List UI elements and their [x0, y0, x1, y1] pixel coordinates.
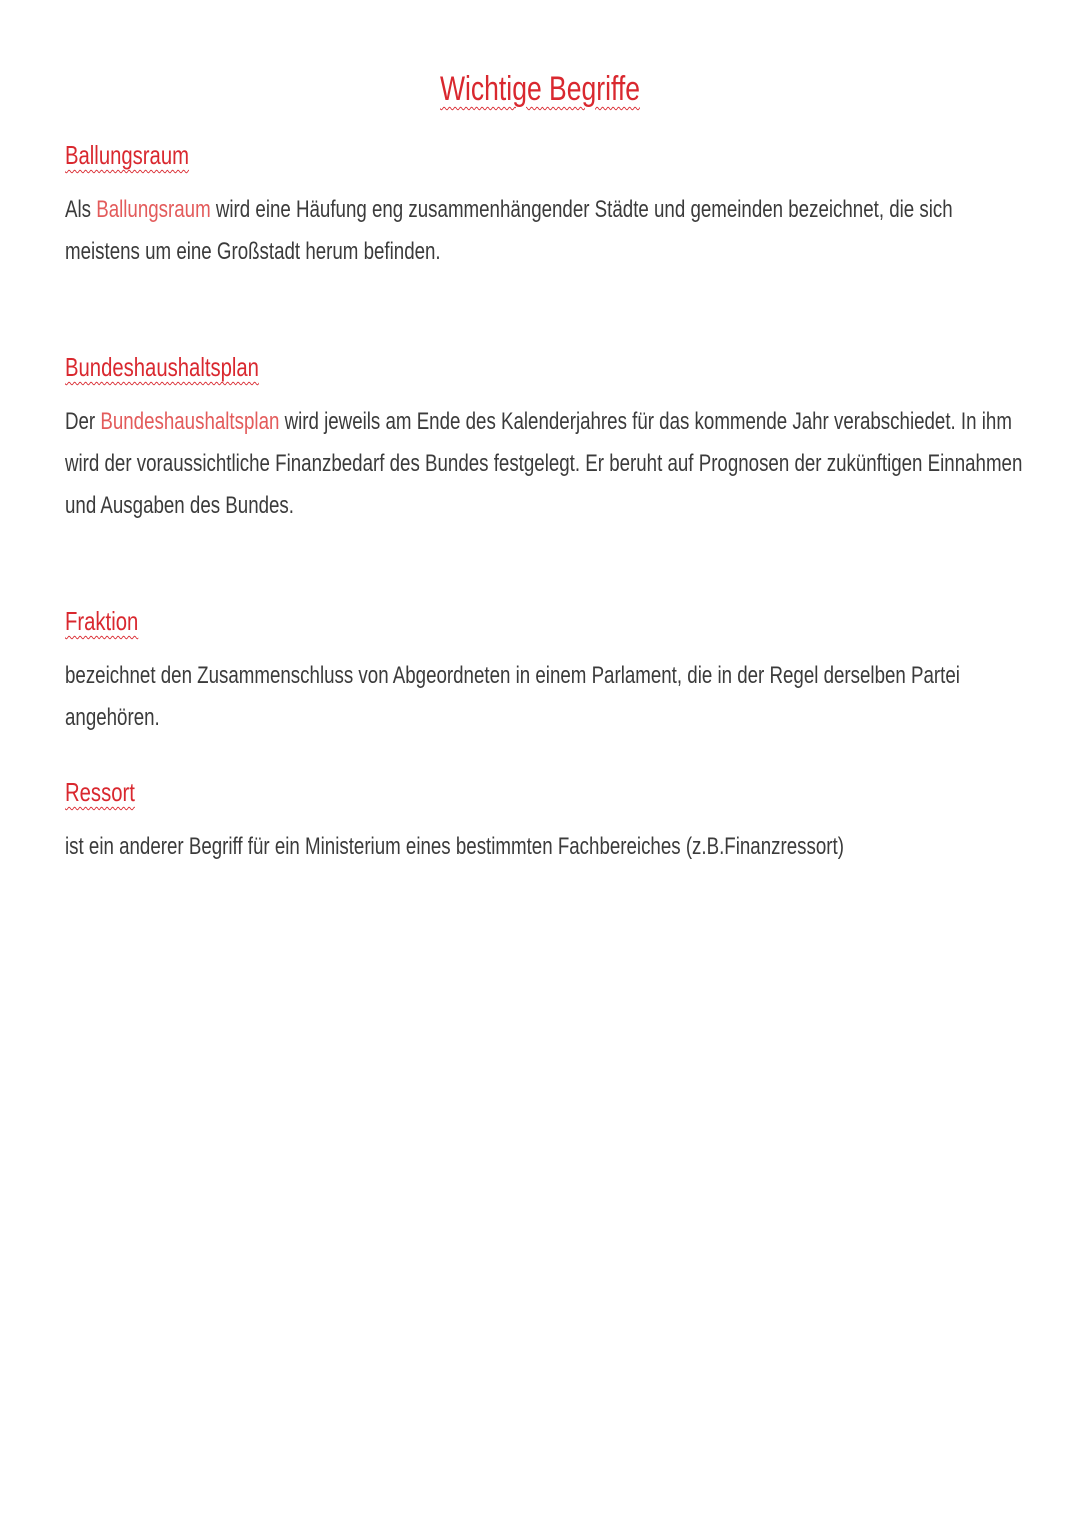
- term-definition: ist ein anderer Begriff für ein Ministerium eines bestimmten Fachbereiches (z.B.Finanzressort): [65, 833, 844, 860]
- entry-ballungsraum: [65, 140, 1025, 273]
- term-highlight: Bundeshaushaltsplan: [100, 408, 280, 435]
- term-heading: Ballungsraum: [65, 140, 190, 170]
- term-definition: bezeichnet den Zusammenschluss von Abgeordneten in einem Parlament, die in der Regel derselben Partei angehören.: [65, 662, 960, 731]
- term-definition: Der Bundeshaushaltsplan wird jeweils am Ende des Kalenderjahres für das kommende Jahr verabschiedet. In ihm wird der voraussichtliche Finanzbedarf des Bundes festgelegt. Er beruht auf Prognosen der zukünftigen Einnahmen und Ausgaben des Bundes.: [65, 408, 1023, 519]
- term-heading: Fraktion: [65, 606, 139, 636]
- entry-fraktion: [65, 606, 1025, 739]
- entry-bundeshaushaltsplan: [65, 352, 1025, 527]
- term-heading: Bundeshaushaltsplan: [65, 352, 259, 382]
- page-title: Wichtige Begriffe: [440, 70, 640, 108]
- term-highlight: Ballungsraum: [96, 196, 211, 223]
- term-definition: Als Ballungsraum wird eine Häufung eng zusammenhängender Städte und gemeinden bezeichnet, die sich meistens um eine Großstadt herum befinden.: [65, 196, 953, 265]
- entry-ressort: [65, 777, 1025, 868]
- term-heading: Ressort: [65, 777, 135, 807]
